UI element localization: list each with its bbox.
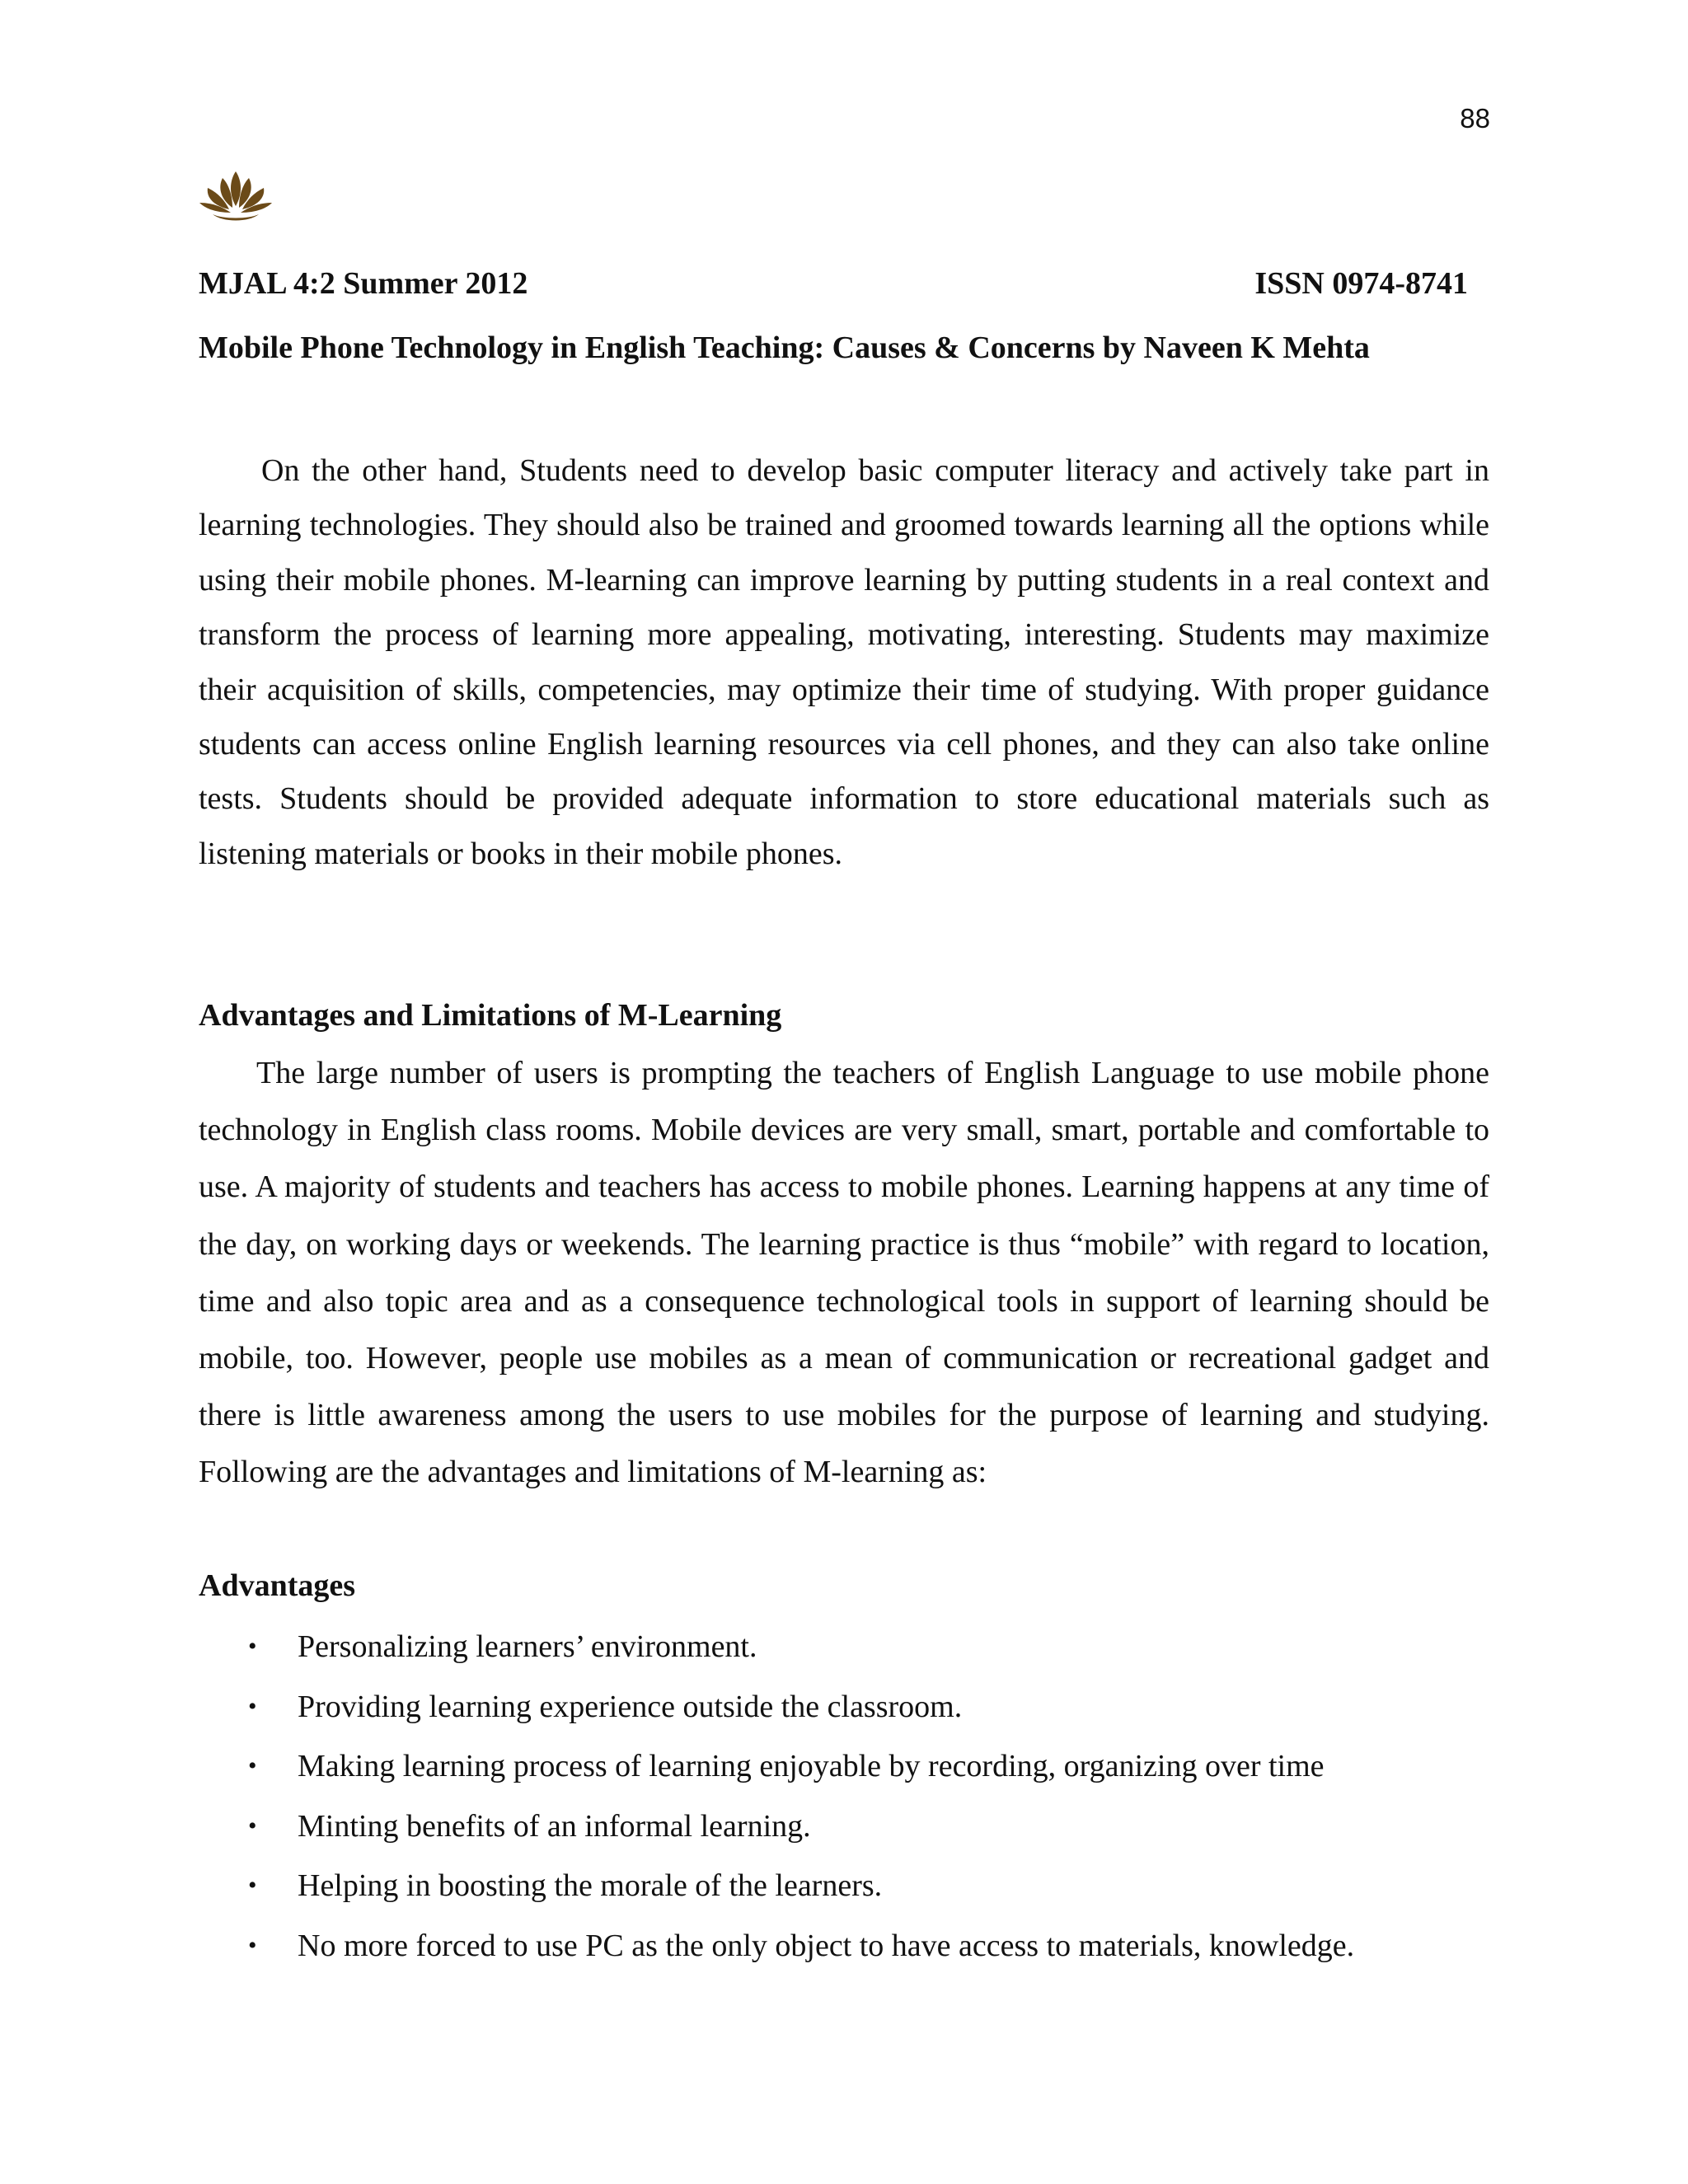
body-paragraph: On the other hand, Students need to develop basic computer literacy and actively take part in learning technologies. They should also be trained and groomed towards learning all the options while using their mobile phones. M-learning can improve learning by putting students in a real context and transform the process of learning more appealing, motivating, interesting. Students may maximize their acquisition of skills, competencies, may optimize their time of studying. With proper guidance students can access online English learning resources via cell phones, and they can also take online tests. Students should be provided adequate information to store educational materials such as listening materials or books in their mobile phones. [199, 453, 1489, 871]
journal-issue: MJAL 4:2 Summer 2012 [199, 266, 528, 301]
lotus-logo-svg [198, 170, 274, 224]
bullet-icon: • [248, 1633, 257, 1660]
section-heading: Advantages and Limitations of M-Learning [199, 998, 782, 1033]
bullet-icon: • [248, 1752, 257, 1780]
bullet-icon: • [248, 1931, 257, 1959]
bullet-icon: • [248, 1872, 257, 1900]
list-item [199, 1677, 1484, 1737]
advantages-heading: Advantages [199, 1568, 356, 1603]
lotus-icon [198, 170, 274, 224]
list-item [199, 1736, 1484, 1797]
list-item [199, 1916, 1484, 1976]
bullet-icon: • [248, 1692, 257, 1720]
list-item-text: Providing learning experience outside the classroom. [298, 1689, 963, 1724]
section-paragraph: The large number of users is prompting the teachers of English Language to use mobile phone technology in English class rooms. Mobile devices are very small, smart, portable and comfortable to use. A majority of students and teachers has access to mobile phones. Learning happens at any time of the day, on working days or weekends. The learning practice is thus “mobile” with regard to location, time and also topic area and as a consequence technological tools in support of learning should be mobile, too. However, people use mobiles as a mean of communication or recreational gadget and there is little awareness among the users to use mobiles for the purpose of learning and studying. Following are the advantages and limitations of M-learning as: [199, 1056, 1489, 1490]
journal-header [199, 262, 1468, 305]
list-item-text: No more forced to use PC as the only object to have access to materials, knowledge. [298, 1928, 1355, 1963]
list-item [199, 1797, 1484, 1857]
advantages-list [199, 1617, 1484, 1976]
issn-number: ISSN 0974-8741 [1254, 266, 1468, 301]
page-number: 88 [1460, 103, 1490, 134]
list-item-text: Making learning process of learning enjoyable by recording, organizing over time [298, 1749, 1325, 1784]
list-item-text: Helping in boosting the morale of the learners. [298, 1868, 883, 1904]
bullet-icon: • [248, 1811, 257, 1840]
article-title: Mobile Phone Technology in English Teaching: Causes & Concerns by Naveen K Mehta [199, 330, 1370, 365]
list-item [199, 1856, 1484, 1916]
list-item [199, 1617, 1484, 1677]
list-item-text: Minting benefits of an informal learning. [298, 1808, 811, 1844]
list-item-text: Personalizing learners’ environment. [298, 1629, 757, 1664]
